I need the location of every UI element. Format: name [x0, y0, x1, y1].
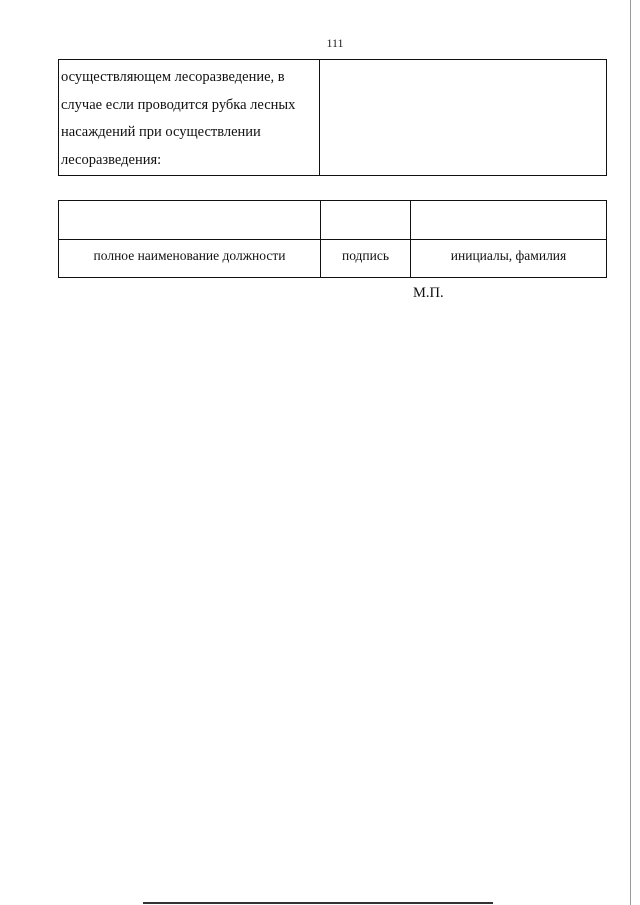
continuation-line: осуществляющем лесоразведение, в	[61, 69, 285, 85]
continuation-line: лесоразведения:	[61, 151, 162, 168]
position-caption: полное наименование должности	[59, 240, 321, 278]
name-field[interactable]	[411, 201, 606, 240]
continuation-table	[58, 59, 607, 176]
signature-field[interactable]	[321, 201, 411, 240]
continuation-line: насаждений при осуществлении	[61, 124, 261, 140]
position-field[interactable]	[59, 201, 321, 240]
name-caption: инициалы, фамилия	[411, 240, 606, 278]
stamp-place-label: М.П.	[413, 285, 444, 301]
continuation-label-cell	[59, 60, 320, 175]
continuation-value-cell[interactable]	[320, 60, 606, 175]
scan-bottom-line	[143, 902, 493, 904]
page-number: 111	[326, 36, 344, 50]
signature-table	[58, 200, 607, 278]
continuation-line: случае если проводится рубка лесных	[61, 96, 296, 113]
signature-caption: подпись	[321, 240, 411, 278]
page-edge-line	[630, 0, 631, 905]
